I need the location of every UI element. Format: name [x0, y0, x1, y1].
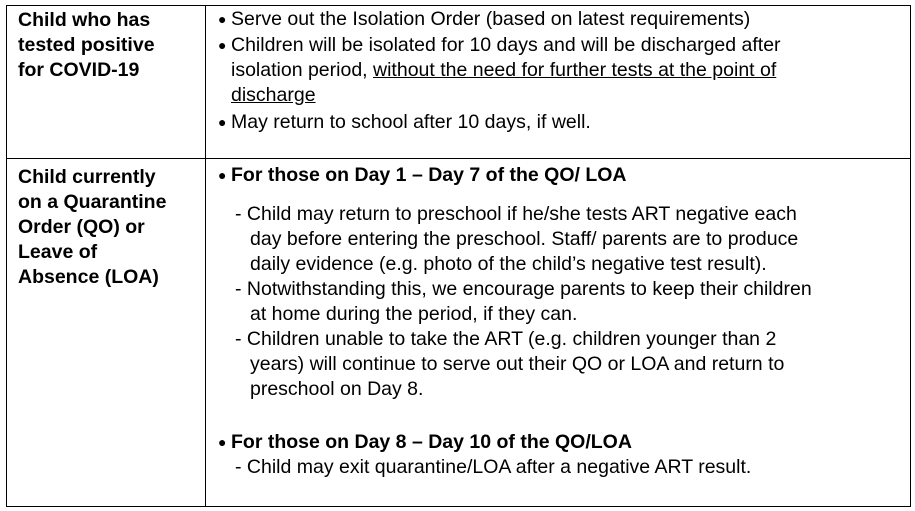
row-label-quarantine: Child currently on a Quarantine Order (QO) or Leave of Absence (LOA) — [18, 166, 167, 288]
isolation-period-text — [231, 58, 776, 83]
bullet-icon: ● — [218, 37, 227, 53]
item-return-preschool-line1: - Child may return to preschool if he/she tests ART negative each — [235, 203, 797, 225]
return-after-10-days-text: May return to school after 10 days, if well. — [231, 111, 591, 133]
isolation-order-text: Serve out the Isolation Order (based on latest requirements) — [231, 8, 751, 30]
row-divider — [7, 158, 910, 159]
discharge-underlined: discharge — [231, 84, 316, 106]
bullet-icon: ● — [218, 114, 227, 130]
item-encourage-line1: - Notwithstanding this, we encourage parents to keep their children — [235, 278, 812, 300]
item-exit-quarantine: - Child may exit quarantine/LOA after a negative ART result. — [235, 456, 752, 478]
item-encourage-line2: at home during the period, if they can. — [250, 303, 578, 325]
day8-10-heading: For those on Day 8 – Day 10 of the QO/LOA — [231, 431, 632, 453]
row-label-tested-positive: Child who has tested positive for COVID-19 — [18, 9, 155, 81]
item-unable-art-line3: preschool on Day 8. — [250, 378, 424, 400]
day1-7-heading: For those on Day 1 – Day 7 of the QO/ LOA — [231, 164, 627, 186]
item-unable-art-line2: years) will continue to serve out their QO or LOA and return to — [250, 353, 785, 375]
column-divider — [205, 6, 206, 506]
isolated-10-days-text: Children will be isolated for 10 days and will be discharged after — [231, 34, 781, 56]
no-further-tests-underlined: without the need for further tests at the point of — [373, 59, 777, 81]
bullet-icon: ● — [218, 434, 227, 450]
item-return-preschool-line2: day before entering the preschool. Staff/ parents are to produce — [250, 228, 799, 250]
isolation-period-plain: isolation period, — [231, 59, 374, 81]
guidance-table — [6, 5, 911, 507]
bullet-icon: ● — [218, 167, 227, 183]
bullet-icon: ● — [218, 11, 227, 27]
item-return-preschool-line3: daily evidence (e.g. photo of the child’s negative test result). — [250, 253, 767, 275]
item-unable-art-line1: - Children unable to take the ART (e.g. children younger than 2 — [235, 328, 777, 350]
